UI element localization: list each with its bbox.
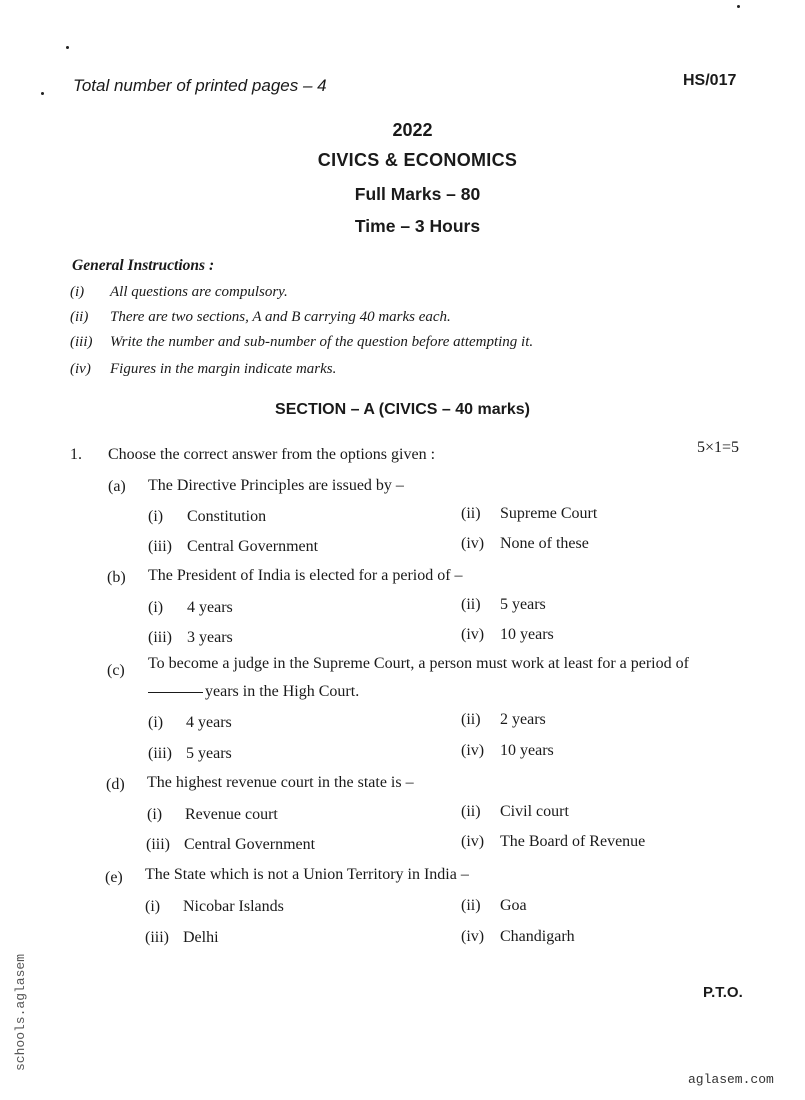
part-label: (a) [108, 478, 126, 495]
time-allowed: Time – 3 Hours [354, 216, 481, 236]
option-text: Supreme Court [500, 505, 598, 522]
part-text: The Directive Principles are issued by – [148, 477, 404, 494]
option-text: 4 years [187, 599, 233, 616]
option-text: Nicobar Islands [183, 898, 284, 915]
option-text: Chandigarh [500, 928, 575, 945]
option-text: Delhi [183, 929, 219, 946]
instruction-text: Write the number and sub-number of the question before attempting it. [110, 334, 534, 350]
option-number: (iii) [145, 929, 169, 946]
option-number: (iv) [461, 833, 485, 850]
option-text: Central Government [184, 836, 316, 853]
option-number: (iii) [146, 836, 170, 853]
option-text: 2 years [500, 711, 546, 728]
option-number: (iv) [461, 742, 485, 759]
option-text: Constitution [187, 508, 267, 525]
instruction-item [70, 309, 770, 329]
part-text-line2 [148, 683, 359, 701]
part-text: The President of India is elected for a period of – [148, 567, 463, 584]
exam-year: 2022 [392, 120, 433, 140]
option-number: (i) [148, 714, 164, 731]
instruction-number: (ii) [70, 309, 89, 325]
option-number: (iv) [461, 535, 485, 552]
option-number: (ii) [461, 711, 481, 728]
part-text: The State which is not a Union Territory in India – [145, 866, 469, 883]
option-number: (i) [147, 806, 163, 823]
instruction-number: (i) [70, 284, 85, 300]
option-text: 10 years [500, 626, 554, 643]
instruction-text: Figures in the margin indicate marks. [110, 361, 337, 377]
subject-title: CIVICS & ECONOMICS [317, 150, 518, 170]
option-number: (iii) [148, 538, 172, 555]
option-number: (i) [148, 508, 164, 525]
please-turn-over: P.T.O. [703, 984, 743, 1001]
option-text: None of these [500, 535, 589, 552]
printed-pages-note: Total number of printed pages – 4 [73, 76, 327, 95]
watermark-bottom: aglasem.com [688, 1072, 774, 1087]
part-label: (d) [106, 776, 125, 793]
option-number: (iv) [461, 626, 485, 643]
instruction-text: All questions are compulsory. [110, 284, 288, 300]
option-text: Civil court [500, 803, 569, 820]
part-label: (c) [107, 662, 125, 679]
scan-speck [737, 5, 740, 8]
option-number: (i) [145, 898, 161, 915]
instructions-heading: General Instructions : [72, 257, 215, 274]
option-number: (ii) [461, 897, 481, 914]
option-text: 5 years [186, 745, 232, 762]
option-text: 10 years [500, 742, 554, 759]
question-text: Choose the correct answer from the options given : [108, 446, 436, 463]
instruction-text: There are two sections, A and B carrying 40 marks each. [110, 309, 451, 325]
scan-speck [41, 92, 44, 95]
option-text: 4 years [186, 714, 232, 731]
question-number: 1. [70, 446, 82, 463]
section-a-title: SECTION – A (CIVICS – 40 marks) [275, 401, 530, 418]
fill-in-blank [148, 692, 203, 693]
option-number: (ii) [461, 596, 481, 613]
question-marks: 5×1=5 [697, 439, 740, 456]
option-number: (ii) [461, 803, 481, 820]
part-text: To become a judge in the Supreme Court, a person must work at least for a period of [148, 655, 689, 672]
paper-code: HS/017 [683, 72, 737, 89]
part-label: (b) [107, 569, 126, 586]
watermark-side: schools.aglasem [13, 953, 29, 1072]
instruction-item [70, 334, 770, 354]
part-text: The highest revenue court in the state is – [147, 774, 414, 791]
option-text: The Board of Revenue [500, 833, 646, 850]
option-number: (ii) [461, 505, 481, 522]
scan-speck [66, 46, 69, 49]
option-number: (iv) [461, 928, 485, 945]
option-number: (iii) [148, 745, 172, 762]
full-marks: Full Marks – 80 [354, 184, 481, 204]
part-label: (e) [105, 869, 123, 886]
part-text-continuation: years in the High Court. [205, 683, 360, 700]
option-text: Revenue court [185, 806, 278, 823]
instruction-item [70, 284, 770, 304]
instruction-number: (iii) [70, 334, 93, 350]
option-text: Goa [500, 897, 527, 914]
option-number: (i) [148, 599, 164, 616]
option-text: Central Government [187, 538, 319, 555]
instruction-item [70, 361, 770, 381]
option-number: (iii) [148, 629, 172, 646]
option-text: 3 years [187, 629, 233, 646]
option-text: 5 years [500, 596, 546, 613]
instruction-number: (iv) [70, 361, 91, 377]
